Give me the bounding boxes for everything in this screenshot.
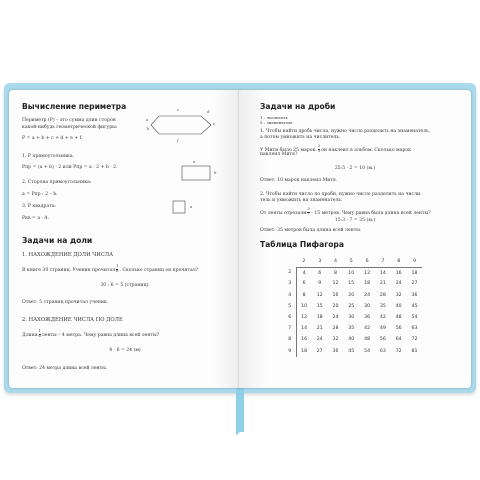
table-cell: 25 [348,303,355,309]
table-cell: 4 [302,270,306,276]
rect-formula: Pпр = (a + b) · 2 или Pпр = a · 2 + b · 2. [22,165,118,170]
hex-label: b [147,126,150,131]
legend-numerator: 1 – числитель [260,115,288,120]
table-cell: 3 [312,256,328,267]
table-row [284,290,422,301]
fractions-answer-1: Ответ: 10 марок наклеил Митя. [260,178,338,183]
fraction: $\frac{1}{6}$ [116,264,119,273]
table-cell: 64 [395,337,402,343]
perimeter-formula: P = a + b + c + d + e + f. [22,136,83,141]
table-cell: 48 [364,337,371,343]
table-cell: 32 [332,337,339,343]
fraction: $\frac{3}{7}$ [307,207,310,216]
table-cell: 6 [284,312,296,323]
shares-1-heading: 1. НАХОЖДЕНИЕ ДОЛИ ЧИСЛА [22,252,114,258]
table-cell: 24 [364,292,371,298]
table-cell: 30 [348,315,355,321]
table-cell: 8 [302,292,306,298]
table-cell: 35 [379,303,386,309]
table-row [284,278,422,289]
table-cell: 54 [364,348,371,354]
table-cell: 72 [395,348,402,354]
table-cell: 63 [379,348,386,354]
table-cell: 2 [296,256,312,267]
table-cell: 9 [407,256,423,267]
pythagoras-table [284,256,422,357]
table-row [284,301,422,312]
rect-label: b [214,170,217,175]
shares-2-text: Длина $\frac{1}{6}$ ленты – 4 метра. Чему равна длина всей ленты? [22,329,160,338]
right-page [239,90,471,388]
table-cell: 56 [395,326,402,332]
table-cell: 14 [379,270,386,276]
table-cell [284,256,296,267]
pythagoras-title: Таблица Пифагора [260,240,344,249]
table-cell: 45 [348,348,355,354]
hex-label: f [177,138,179,143]
fractions-rule-2-line-1: 2. Чтобы найти число по дроби, нужно число разделить на числи- [260,192,422,197]
fractions-title: Задачи на дроби [260,102,336,111]
shares-2-heading: 2. НАХОЖДЕНИЕ ЧИСЛА ПО ДОЛЕ [22,317,123,323]
fractions-rule-1-line-2: а потом умножить на числитель. [260,135,341,140]
table-cell: 28 [332,326,339,332]
legend-denominator: 5 – знаменатель [260,120,293,125]
table-header-row [284,256,422,267]
table-cell: 18 [411,270,418,276]
table-cell: 5 [343,256,359,267]
table-cell: 3 [284,278,296,289]
fractions-answer-2: Ответ: 35 метров была длина всей ленты. [260,228,362,233]
shares-2-calc: 4 · 6 = 24 (м) [109,348,141,353]
table-cell: 4 [328,256,344,267]
perimeter-intro-1: Периметр (P) – это сумма длин сторон [22,118,116,123]
table-cell: 21 [316,326,323,332]
table-cell: 40 [395,303,402,309]
square-formula: Pкв = a · 4. [22,216,49,221]
table-cell: 9 [284,346,296,357]
table-cell: 10 [301,303,308,309]
table-cell: 21 [379,281,386,287]
table-cell: 12 [332,281,339,287]
table-cell: 18 [316,315,323,321]
table-cell: 35 [348,326,355,332]
rect-label: a [193,159,196,164]
fractions-calc-2: 15:3 · 7 = 35 (м.) [334,218,376,223]
bookmark-ribbon [236,382,244,432]
fractions-rule-1-line-1: 1. Чтобы найти дробь числа, нужно число разделить на знаменатель, [260,129,431,134]
table-cell: 36 [332,348,339,354]
table-cell: 8 [284,334,296,345]
table-cell: 4 [284,290,296,301]
table-cell: 16 [395,270,402,276]
fractions-example-1: У Мити было 25 марок. $\frac{2}{5}$ он наклеил в альбом. Сколько марок [260,144,411,153]
table-cell: 12 [301,315,308,321]
left-page [9,90,241,388]
fractions-example-1-cont: наклеил Митя? [260,152,298,157]
table-cell: 30 [364,303,371,309]
shares-2-answer: Ответ: 24 метра длина всей ленты. [22,366,108,371]
table-cell: 42 [364,326,371,332]
table-cell: 81 [411,348,418,354]
table-cell: 18 [301,348,308,354]
table-cell: 6 [318,270,322,276]
table-cell: 63 [411,326,418,332]
table-cell: 9 [318,281,322,287]
table-cell: 49 [379,326,386,332]
table-cell: 15 [316,303,323,309]
shares-1-calc: 30 : 6 = 5 (страниц). [100,283,150,288]
fraction: $\frac{1}{6}$ [38,329,41,338]
table-cell: 28 [379,292,386,298]
table-cell: 42 [379,315,386,321]
table-cell: 32 [395,292,402,298]
perimeter-intro-2: какой-нибудь геометрической фигуры: [22,124,118,130]
table-cell: 45 [411,303,418,309]
table-cell: 15 [348,281,355,287]
shares-1-text: В книге 30 страниц. Ученик прочитал $\frac{1}{6}$ . Сколько страниц он прочитал? [22,264,199,273]
table-cell: 6 [302,281,306,287]
table-cell: 24 [332,315,339,321]
table-cell: 5 [284,301,296,312]
square-label: a [190,204,193,209]
side-heading: 2. Сторона прямоугольника: [22,180,92,185]
table-cell: 8 [334,270,337,276]
table-cell: 27 [411,281,418,287]
table-cell: 7 [375,256,391,267]
fractions-rule-2-line-2: тель и умножить на знаменатель. [260,198,343,203]
rect-heading: 1. P прямоугольника. [22,154,75,159]
fractions-example-2: От ленты отрезали $\frac{3}{7}$ – 15 метров. Чему равна была длина всей ленты? [260,207,431,216]
table-cell: 20 [348,292,355,298]
table-cell: 12 [364,270,371,276]
table-row [284,334,422,345]
side-formula: a = Pпр : 2 – b. [22,192,58,197]
rectangle-figure [181,165,211,181]
table-cell: 36 [364,315,371,321]
table-cell: 24 [316,337,323,343]
table-cell: 48 [395,315,402,321]
table-cell: 18 [364,281,371,287]
shares-1-answer: Ответ: 5 страниц прочитал ученик. [22,300,109,305]
fractions-calc-1: 25:5 · 2 = 10 (м.) [334,166,376,171]
table-cell: 16 [301,337,308,343]
table-cell: 27 [316,348,323,354]
hex-label: a [146,117,149,122]
table-row [284,312,422,323]
table-cell: 16 [332,292,339,298]
hex-label: d [207,109,210,114]
table-row [284,267,422,278]
table-cell: 56 [379,337,386,343]
perimeter-title: Вычисление периметра [22,102,127,111]
table-cell: 7 [284,323,296,334]
table-cell: 40 [348,337,355,343]
table-cell: 12 [316,292,323,298]
table-cell: 2 [284,267,296,278]
table-row [284,346,422,357]
table-cell: 36 [411,292,418,298]
square-heading: 3. P квадрата: [22,204,56,209]
table-cell: 6 [359,256,375,267]
shares-title: Задачи на доли [22,236,93,245]
table-cell: 24 [395,281,402,287]
table-cell: 8 [391,256,407,267]
table-cell: 14 [301,326,308,332]
hex-label: c [177,107,180,112]
table-row [284,323,422,334]
fraction: $\frac{2}{5}$ [317,144,321,153]
table-cell: 10 [348,270,355,276]
table-cell: 72 [411,337,418,343]
hexagon-figure [149,112,219,138]
hex-label: e [213,121,216,126]
square-figure [172,200,186,214]
table-cell: 20 [332,303,339,309]
table-cell: 54 [411,315,418,321]
